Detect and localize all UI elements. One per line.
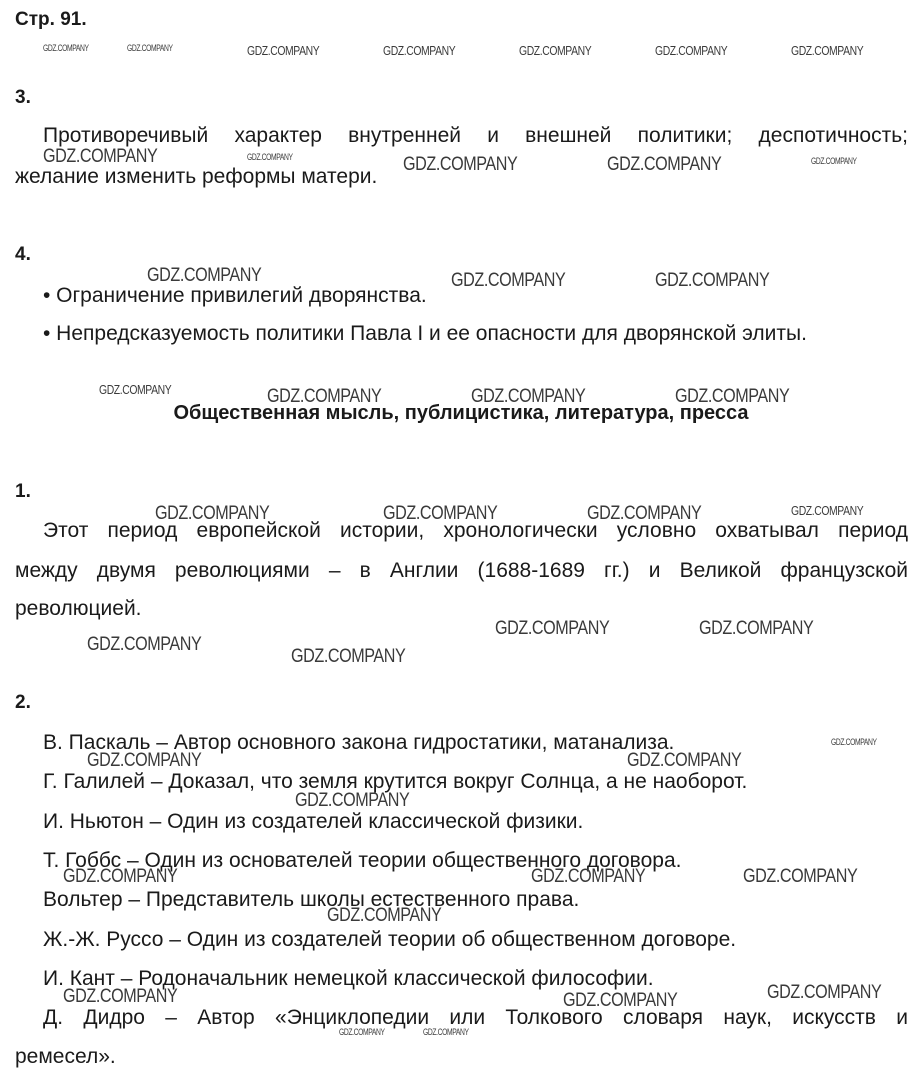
question-4-bullet-1: • Ограничение привилегий дворянства. <box>43 284 427 307</box>
page-header: Стр. 91. <box>15 9 87 30</box>
watermark: GDZ.COMPANY <box>87 750 202 771</box>
watermark: GDZ.COMPANY <box>607 154 722 175</box>
watermark: GDZ.COMPANY <box>147 265 262 286</box>
list-item: Г. Галилей – Доказал, что земля крутится вокруг Солнца, а не наоборот. <box>43 770 748 793</box>
watermark: GDZ.COMPANY <box>127 43 173 53</box>
watermark: GDZ.COMPANY <box>743 866 858 887</box>
watermark: GDZ.COMPANY <box>831 737 877 747</box>
watermark: GDZ.COMPANY <box>655 43 728 58</box>
list-item: Ж.-Ж. Руссо – Один из создателей теории об общественном договоре. <box>43 928 737 951</box>
watermark: GDZ.COMPANY <box>63 866 178 887</box>
watermark: GDZ.COMPANY <box>699 618 814 639</box>
watermark: GDZ.COMPANY <box>495 618 610 639</box>
watermark: GDZ.COMPANY <box>43 146 158 167</box>
watermark: GDZ.COMPANY <box>267 386 382 407</box>
watermark: GDZ.COMPANY <box>87 634 202 655</box>
list-item: И. Ньютон – Один из создателей классической физики. <box>43 810 584 833</box>
watermark: GDZ.COMPANY <box>519 43 592 58</box>
watermark: GDZ.COMPANY <box>471 386 586 407</box>
watermark: GDZ.COMPANY <box>811 156 857 166</box>
section-question-1-line-3: революцией. <box>15 597 142 620</box>
list-item: Т. Гоббс – Один из основателей теории общественного договора. <box>43 849 682 872</box>
watermark: GDZ.COMPANY <box>675 386 790 407</box>
watermark: GDZ.COMPANY <box>383 503 498 524</box>
list-item: В. Паскаль – Автор основного закона гидростатики, матанализа. <box>43 731 675 754</box>
question-3-line-1: Противоречивый характер внутренней и внешней политики; деспотичность; <box>43 124 908 147</box>
watermark: GDZ.COMPANY <box>655 270 770 291</box>
question-4-number: 4. <box>15 244 31 265</box>
watermark: GDZ.COMPANY <box>791 43 864 58</box>
watermark: GDZ.COMPANY <box>451 270 566 291</box>
section-question-1-line-1: Этот период европейской истории, хронологически условно охватывал период <box>43 519 908 542</box>
section-question-2-number: 2. <box>15 692 31 713</box>
list-item: И. Кант – Родоначальник немецкой классической философии. <box>43 967 654 990</box>
question-3-number: 3. <box>15 87 31 108</box>
watermark: GDZ.COMPANY <box>295 790 410 811</box>
watermark: GDZ.COMPANY <box>791 503 864 518</box>
watermark: GDZ.COMPANY <box>63 986 178 1007</box>
watermark: GDZ.COMPANY <box>339 1027 385 1037</box>
watermark: GDZ.COMPANY <box>99 382 172 397</box>
watermark: GDZ.COMPANY <box>247 152 293 162</box>
list-item: Д. Дидро – Автор «Энциклопедии или Толкового словаря наук, искусств и <box>43 1006 908 1029</box>
section-question-1-number: 1. <box>15 481 31 502</box>
watermark: GDZ.COMPANY <box>247 43 320 58</box>
watermark: GDZ.COMPANY <box>423 1027 469 1037</box>
watermark: GDZ.COMPANY <box>291 646 406 667</box>
watermark: GDZ.COMPANY <box>43 43 89 53</box>
list-item: Вольтер – Представитель школы естественного права. <box>43 888 580 911</box>
question-3-line-2: желание изменить реформы матери. <box>15 165 378 188</box>
question-4-bullet-2: • Непредсказуемость политики Павла I и ее опасности для дворянской элиты. <box>43 322 807 345</box>
watermark: GDZ.COMPANY <box>587 503 702 524</box>
watermark: GDZ.COMPANY <box>383 43 456 58</box>
watermark: GDZ.COMPANY <box>531 866 646 887</box>
list-item-continuation: ремесел». <box>15 1045 116 1068</box>
section-title: Общественная мысль, публицистика, литература, пресса <box>173 402 749 424</box>
watermark: GDZ.COMPANY <box>155 503 270 524</box>
watermark: GDZ.COMPANY <box>403 154 518 175</box>
watermark: GDZ.COMPANY <box>627 750 742 771</box>
watermark: GDZ.COMPANY <box>563 990 678 1011</box>
watermark: GDZ.COMPANY <box>327 905 442 926</box>
section-question-1-line-2: между двумя революциями – в Англии (1688-1689 гг.) и Великой французской <box>15 559 908 582</box>
watermark: GDZ.COMPANY <box>767 982 882 1003</box>
